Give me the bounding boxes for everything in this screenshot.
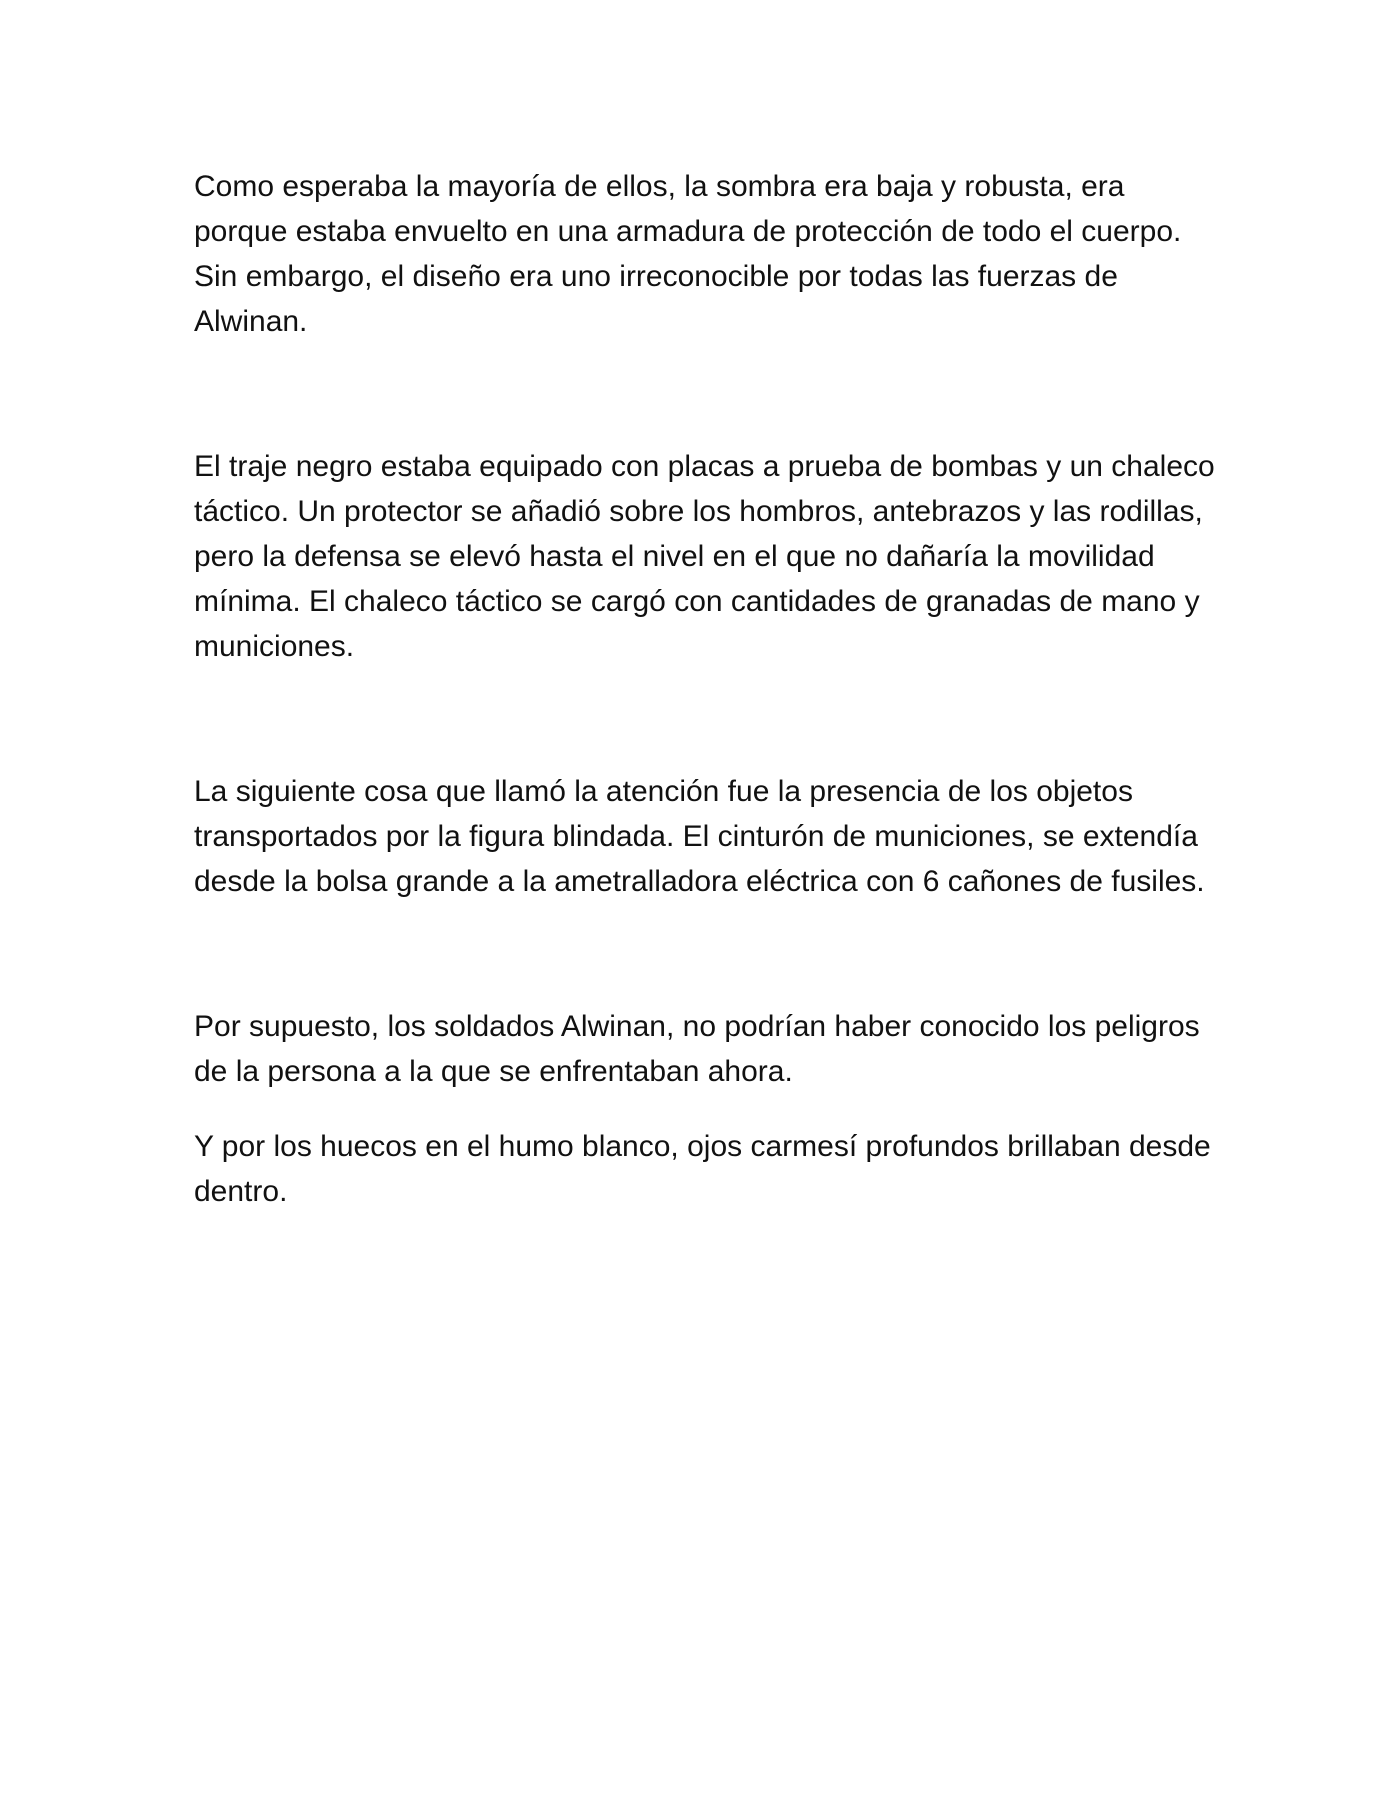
- paragraph-gap: [194, 1094, 1224, 1124]
- paragraph-gap: [194, 669, 1224, 769]
- document-body: [194, 164, 1224, 1214]
- paragraph-4: Por supuesto, los soldados Alwinan, no podrían haber conocido los peligros de la persona a la que se enfrentaban ahora.: [194, 1010, 1200, 1088]
- paragraph-gap: [194, 344, 1224, 444]
- paragraph-5: Y por los huecos en el humo blanco, ojos carmesí profundos brillaban desde dentro.: [194, 1130, 1211, 1208]
- paragraph-1: Como esperaba la mayoría de ellos, la sombra era baja y robusta, era porque estaba envuelto en una armadura de protección de todo el cuerpo. Sin embargo, el diseño era uno irreconocible por todas las fuerzas de Alwinan.: [194, 170, 1182, 338]
- paragraph-2: El traje negro estaba equipado con placas a prueba de bombas y un chaleco táctico. Un protector se añadió sobre los hombros, antebrazos y las rodillas, pero la defensa se elevó hasta el nivel en el que no dañaría la movilidad mínima. El chaleco táctico se cargó con cantidades de granadas de mano y municiones.: [194, 450, 1215, 663]
- paragraph-gap: [194, 904, 1224, 1004]
- paragraph-3: La siguiente cosa que llamó la atención fue la presencia de los objetos transportados por la figura blindada. El cinturón de municiones, se extendía desde la bolsa grande a la ametralladora eléctrica con 6 cañones de fusiles.: [194, 775, 1205, 898]
